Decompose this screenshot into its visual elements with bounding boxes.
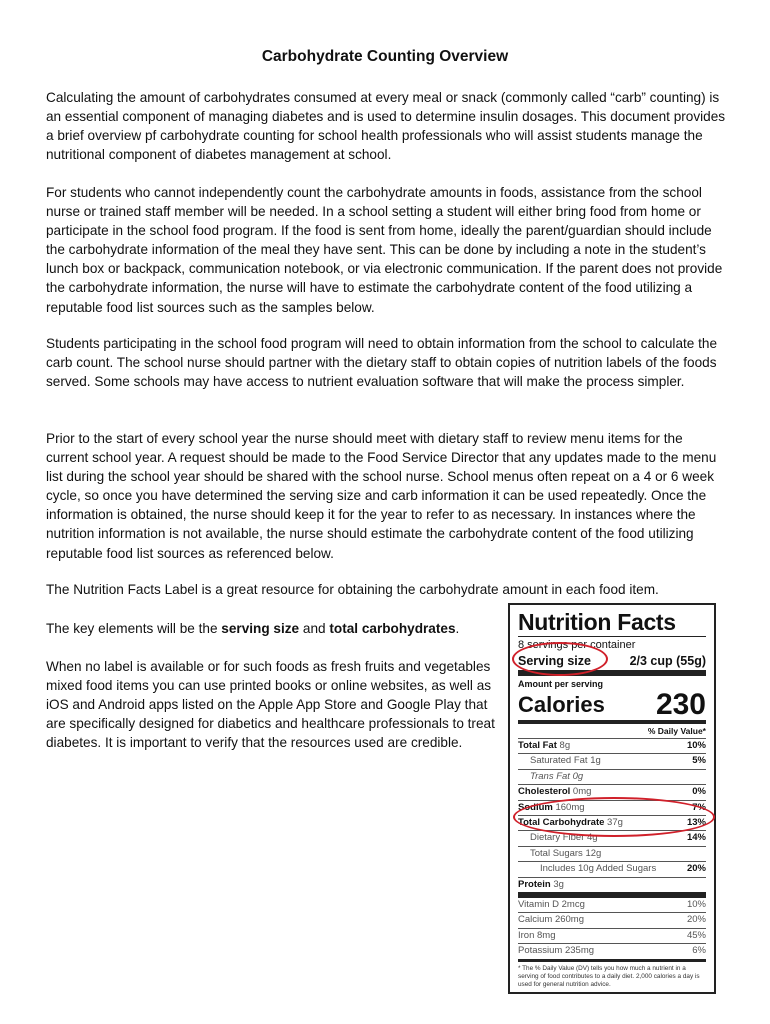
total-fat-row: Total Fat 8g 10% bbox=[518, 738, 706, 753]
serving-size-emphasis: serving size bbox=[221, 621, 300, 636]
serving-size-value: 2/3 cup (55g) bbox=[629, 654, 706, 668]
key-elements-period: . bbox=[455, 621, 460, 636]
added-sugars-row: Includes 10g Added Sugars 20% bbox=[518, 861, 706, 876]
trans-fat-row: Trans Fat 0g bbox=[518, 769, 706, 784]
amount-per-serving: Amount per serving bbox=[518, 679, 604, 689]
dietary-fiber-row: Dietary Fiber 4g 14% bbox=[518, 830, 706, 845]
iron-row: Iron 8mg 45% bbox=[518, 928, 706, 943]
potassium-row: Potassium 235mg 6% bbox=[518, 943, 706, 958]
protein-row: Protein 3g bbox=[518, 877, 706, 892]
total-carbohydrates-emphasis: total carbohydrates bbox=[329, 621, 456, 636]
paragraph-nutrition-label: The Nutrition Facts Label is a great resource for obtaining the carbohydrate amount in each food item. bbox=[46, 582, 659, 597]
paragraph-food-from-home: For students who cannot independently count the carbohydrate amounts in foods, assistance from the school nurse or trained staff member will be needed. In a school setting a student will either bring food from home or participate in the school food program. If the food is sent from home, ideally the parent/guardian should include the carbohydrate information of the meal they have sent. This can be done by including a note in the student’s lunch box or backpack, communication notebook, or via electronic communication. If the parent does not provide the carbohydrate information, the nurse will have to estimate the carbohydrate content of the food utilizing a reputable food list sources such as the samples below. bbox=[46, 185, 723, 315]
saturated-fat-row: Saturated Fat 1g 5% bbox=[518, 753, 706, 768]
calcium-row: Calcium 260mg 20% bbox=[518, 912, 706, 927]
total-sugars-row: Total Sugars 12g bbox=[518, 846, 706, 861]
daily-value-header: % Daily Value* bbox=[518, 723, 706, 738]
serving-size-label: Serving size bbox=[518, 654, 591, 668]
key-elements-and: and bbox=[299, 621, 330, 636]
nutrition-facts-title: Nutrition Facts bbox=[518, 609, 676, 635]
total-carbohydrate-row: Total Carbohydrate 37g 13% bbox=[518, 815, 706, 830]
paragraph-school-food-program: Students participating in the school food program will need to obtain information from the school to calculate the carb count. The school nurse should partner with the dietary staff to obtain copies of nutrition labels of the foods served. Some schools may have access to nutrient evaluation software that will make the process simpler. bbox=[46, 336, 718, 390]
paragraph-start-of-year: Prior to the start of every school year the nurse should meet with dietary staff to review menu items for the current school year. A request should be made to the Food Service Director that any updates made to the menu list during the school year should be shared with the school nurse. School menus often repeat on a 4 or 6 week cycle, so once you have determined the serving size and carb information it can be used repeatedly. Once the information is obtained, the nurse should keep it for the year to refer to as necessary. In instances where the nutrition information is not available, the nurse should estimate the carbohydrate content of the food utilizing reputable food list sources as referenced below. bbox=[46, 431, 717, 561]
key-elements-text: The key elements will be the bbox=[46, 621, 222, 636]
paragraph-no-label: When no label is available or for such foods as fresh fruits and vegetables mixed food items you can use printed books or online websites, as well as iOS and Android apps listed on the Apple App Store and Google Play that are specifically designed for diabetics and healthcare professionals to treat diabetes. It is important to verify that the resources used are credible. bbox=[46, 659, 495, 751]
serving-size-highlight bbox=[512, 642, 608, 676]
calories-value: 230 bbox=[655, 688, 706, 721]
calories-label: Calories bbox=[518, 692, 605, 717]
cholesterol-row: Cholesterol 0mg 0% bbox=[518, 784, 706, 799]
sodium-row: Sodium 160mg 7% bbox=[518, 800, 706, 815]
paragraph-key-elements bbox=[46, 619, 496, 638]
page-title: Carbohydrate Counting Overview bbox=[261, 48, 509, 65]
servings-per-container: 8 servings per container bbox=[518, 639, 636, 651]
daily-value-footnote: * The % Daily Value (DV) tells you how much a nutrient in a serving of food contributes to a daily diet. 2,000 calories a day is used for general nutrition advice. bbox=[518, 964, 700, 988]
calories-row bbox=[518, 690, 706, 720]
vitamin-d-row: Vitamin D 2mcg 10% bbox=[518, 899, 706, 911]
paragraph-intro: Calculating the amount of carbohydrates consumed at every meal or snack (commonly called “carb” counting) is an essential component of managing diabetes and is used to determine insulin dosages. This document provides a brief overview pf carbohydrate counting for school health professionals who will assist students manage the nutritional component of diabetes management at school. bbox=[46, 90, 726, 163]
total-carbohydrate-highlight bbox=[513, 797, 715, 837]
